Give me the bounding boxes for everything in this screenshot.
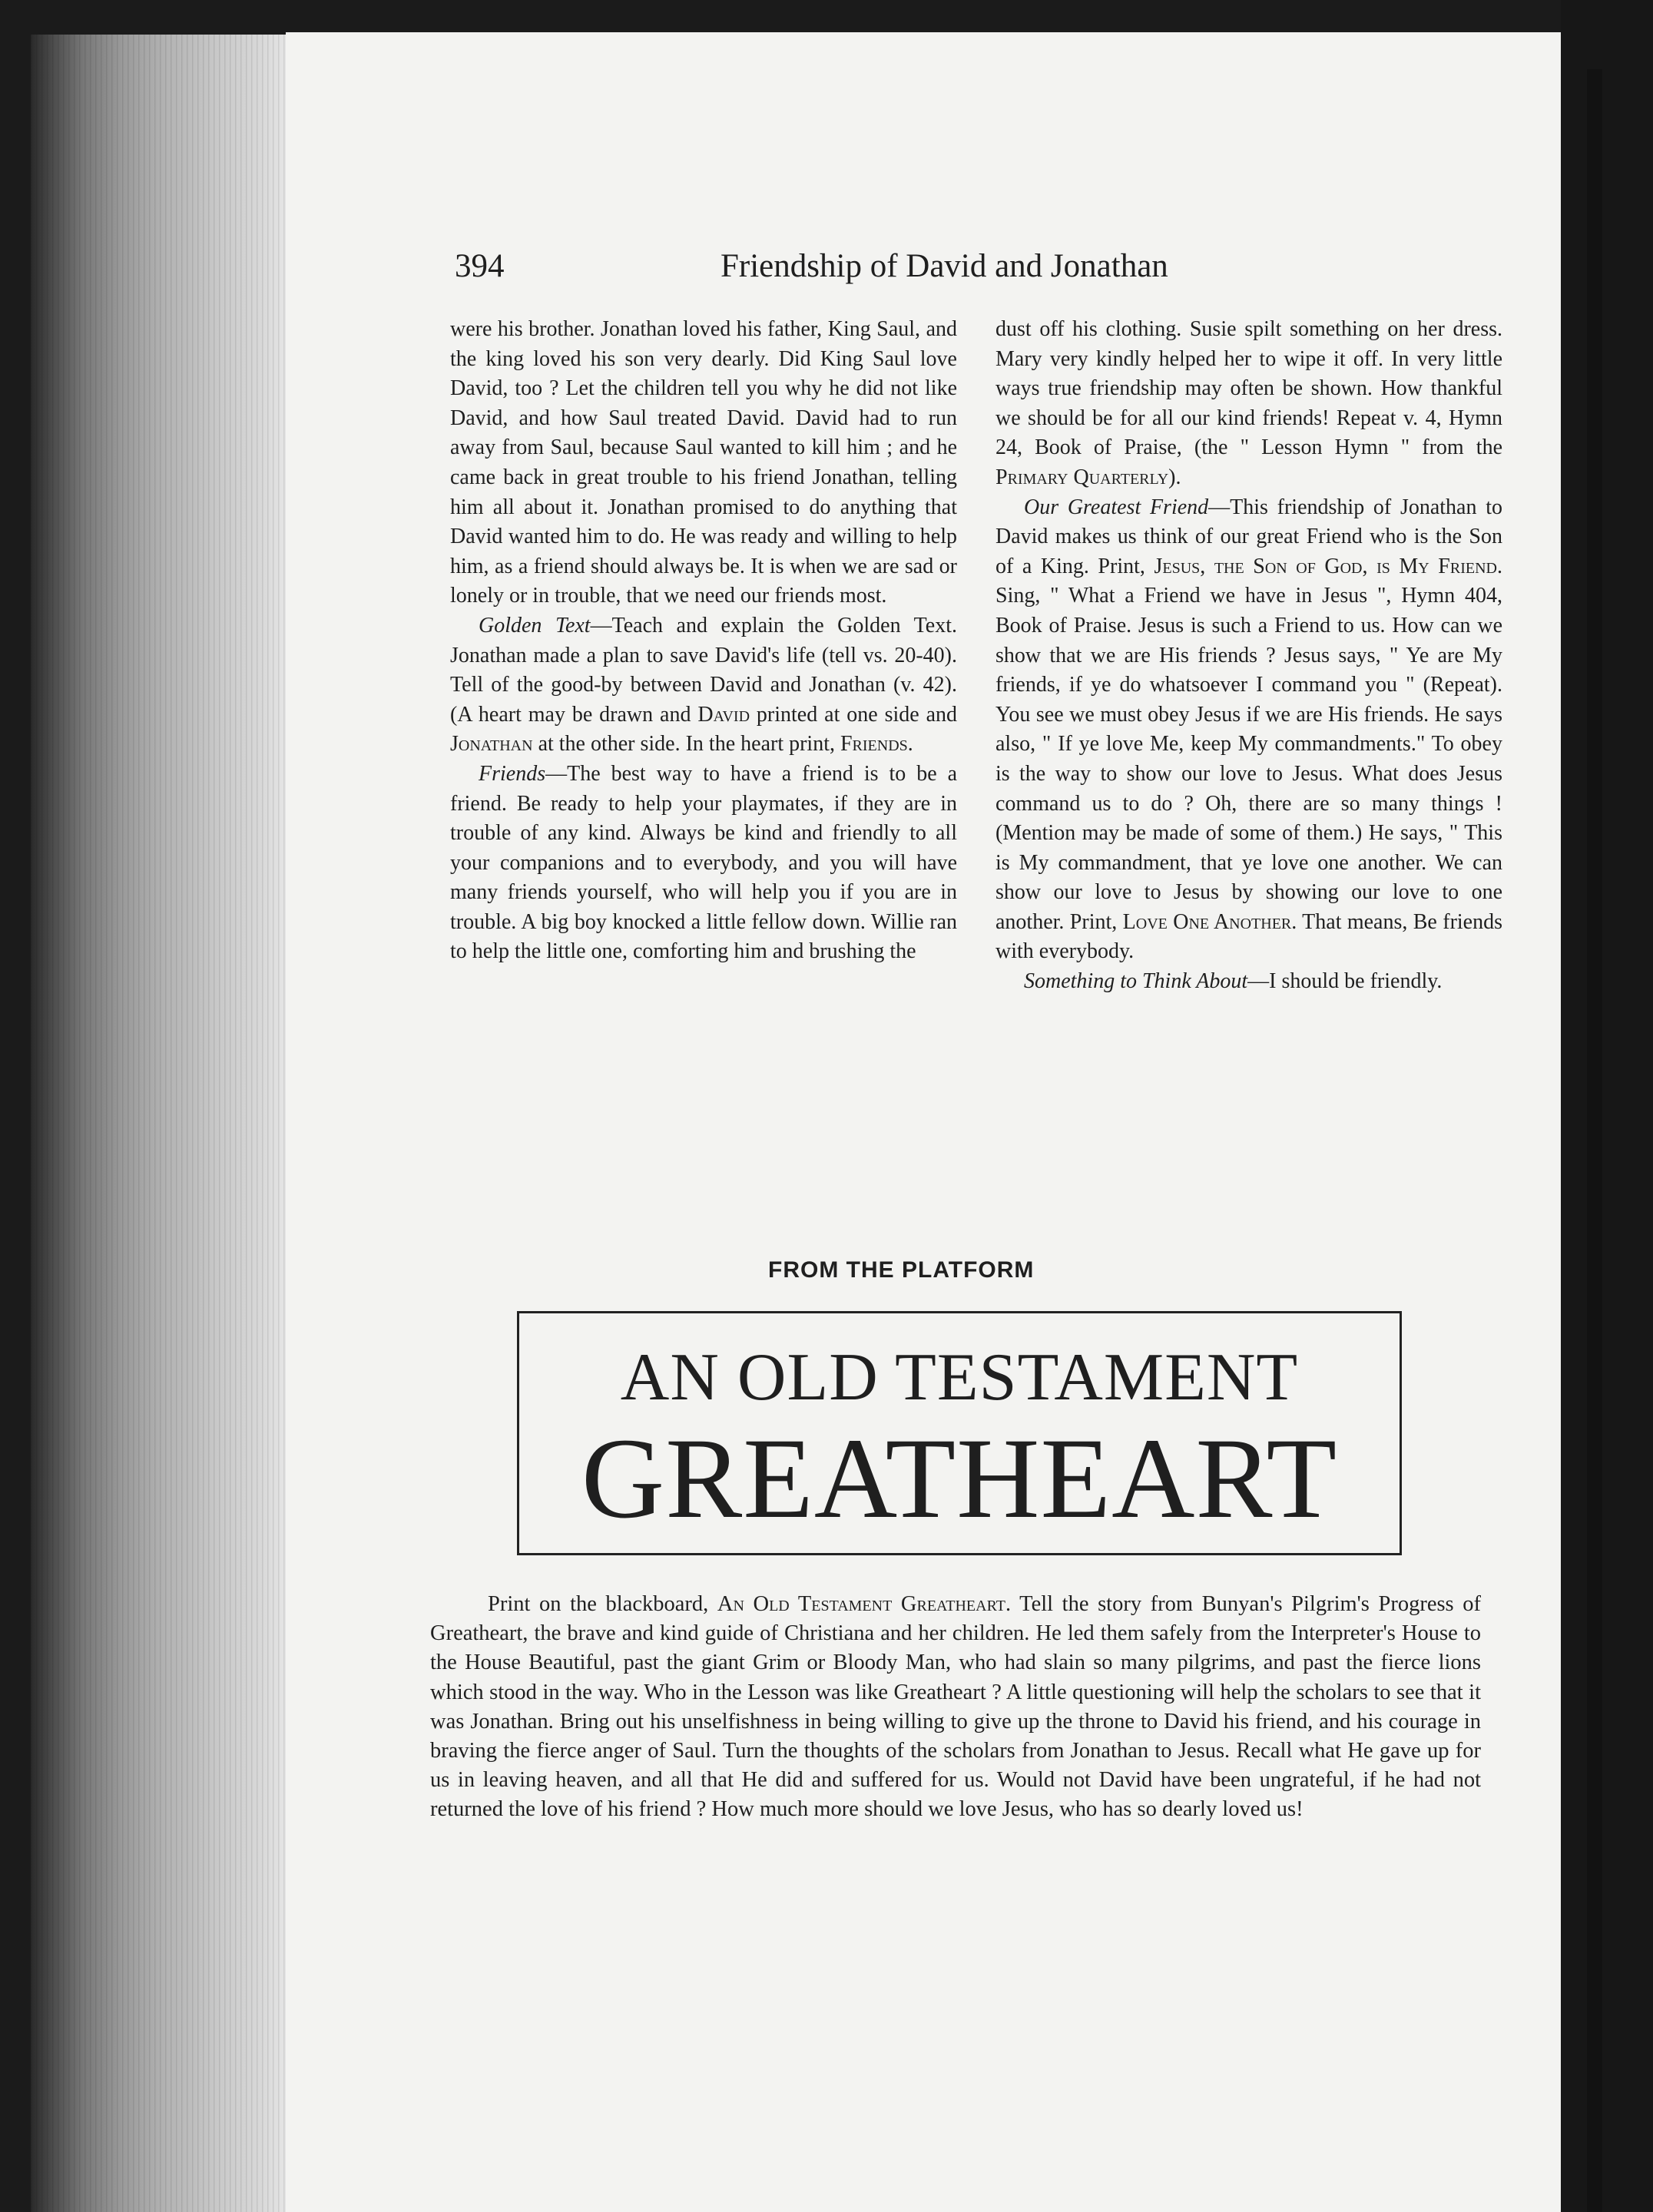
something-to-think-label: Something to Think About	[1024, 969, 1248, 994]
golden-text-close: .	[907, 732, 913, 757]
running-head	[455, 240, 1453, 293]
friends-label: Friends	[479, 761, 546, 786]
friends-paragraph	[450, 760, 957, 967]
golden-text-label: Golden Text	[479, 613, 591, 637]
left-column	[450, 315, 957, 967]
friends-print: Friends	[840, 732, 908, 757]
right-paragraph-start: dust off his clothing. Susie spilt something on her dress. Mary very kindly helped her to wipe it off. In very little ways true friendship may often be shown. How thankful we should be for all our kind friends! Repeat v. 4, Hymn 24, Book of Praise, (the " Lesson Hymn " from the	[995, 317, 1502, 460]
jonathan-print: Jonathan	[450, 732, 533, 757]
platform-paragraph-start: Print on the blackboard,	[488, 1592, 717, 1616]
greatest-friend-body-2: . Sing, " What a Friend we have in Jesus ", Hymn 404, Book of Praise. Jesus is such a Friend to us. How can we show that we are His friends ? Jesus says, " Ye are My friends, if ye do whatsoever I command you " (Repeat). You see we must obey Jesus if we are His friends. He says also, " If ye love Me, keep My commandments." To obey is the way to show our love to Jesus. What does Jesus command us to do ? Oh, there are so many things ! (Mention may be made of some of them.) He says, " This is My commandment, that ye love one another. We can show our love to Jesus by showing our love to one another. Print,	[995, 554, 1502, 934]
platform-heading: FROM THE PLATFORM	[768, 1257, 1035, 1283]
golden-text-paragraph	[450, 611, 957, 760]
book-page-edges	[31, 35, 292, 2212]
primary-quarterly: Primary Quarterly	[995, 465, 1169, 489]
golden-text-body: —Teach and explain the Golden Text. Jonathan made a plan to save David's life (tell vs. 20-40). Tell of the good-by between David and Jonathan (v. 42). (A heart may be drawn and	[450, 613, 957, 727]
friends-body: —The best way to have a friend is to be a friend. Be ready to help your playmates, if they are in trouble of any kind. Always be kind and friendly to all your companions and to everybody, and you will have many friends yourself, who will help you if you are in trouble. A big boy knocked a little fellow down. Willie ran to help the little one, comforting him and brushing the	[450, 761, 957, 964]
something-to-think-body: —I should be friendly.	[1247, 969, 1443, 994]
platform-paragraph-body: . Tell the story from Bunyan's Pilgrim's Progress of Greatheart, the brave and kind guide of Christiana and her children. He led them safely from the Interpreter's House to the House Beautiful, past the giant Grim or Bloody Man, who had slain so many pilgrims, and past the fierce lions which stood in the way. Who in the Lesson was like Greatheart ? A little questioning will help the scholars to see that it was Jonathan. Bring out his unselfishness in being willing to give up the throne to David his friend, and his courage in braving the fierce anger of Saul. Turn the thoughts of the scholars from Jonathan to Jesus. Recall what He gave up for us in leaving heaven, and all that He did and suffered for us. Would not David have been ungrateful, if he had not returned the love of his friend ? How much more should we love Jesus, who has so dearly loved us!	[430, 1592, 1481, 1822]
platform-paragraph-text	[430, 1590, 1481, 1825]
right-column-paragraph	[995, 315, 1502, 493]
blackboard-line-2: GREATHEART	[581, 1415, 1338, 1542]
right-paragraph-end: ).	[1168, 465, 1181, 489]
greatest-friend-paragraph	[995, 493, 1502, 968]
platform-paragraph	[430, 1590, 1481, 1825]
blackboard-line-1: AN OLD TESTAMENT	[620, 1340, 1299, 1415]
blackboard-box	[517, 1311, 1402, 1555]
something-to-think-paragraph	[995, 967, 1502, 997]
david-print: David	[697, 702, 750, 727]
golden-text-middle: printed at one side and	[750, 702, 957, 727]
golden-text-end: at the other side. In the heart print,	[532, 732, 840, 757]
greatest-friend-body-1: —This friendship of Jonathan to David makes us think of our great Friend who is the Son of a King. Print,	[995, 495, 1502, 578]
page-number: 394	[455, 248, 505, 284]
right-column	[995, 315, 1502, 997]
greatest-friend-label: Our Greatest Friend	[1024, 495, 1209, 519]
jesus-print: Jesus, the Son of God, is My Friend	[1154, 554, 1497, 578]
page-title: Friendship of David and Jonathan	[720, 248, 1168, 284]
greatest-friend-body-3: . That means, Be friends with everybody.	[995, 909, 1502, 964]
platform-paragraph-title: An Old Testament Greatheart	[717, 1592, 1005, 1616]
love-print: Love One Another	[1122, 909, 1292, 934]
book-gutter	[1561, 0, 1653, 2212]
left-column-paragraph: were his brother. Jonathan loved his father, King Saul, and the king loved his son very dearly. Did King Saul love David, too ? Let the children tell you why he did not like David, and how Saul treated David. David had to run away from Saul, because Saul wanted to kill him ; and he came back in great trouble to his friend Jonathan, telling him all about it. Jonathan promised to do anything that David wanted him to do. He was ready and willing to help him, as a friend should always be. It is when we are sad or lonely or in trouble, that we need our friends most.	[450, 317, 957, 608]
